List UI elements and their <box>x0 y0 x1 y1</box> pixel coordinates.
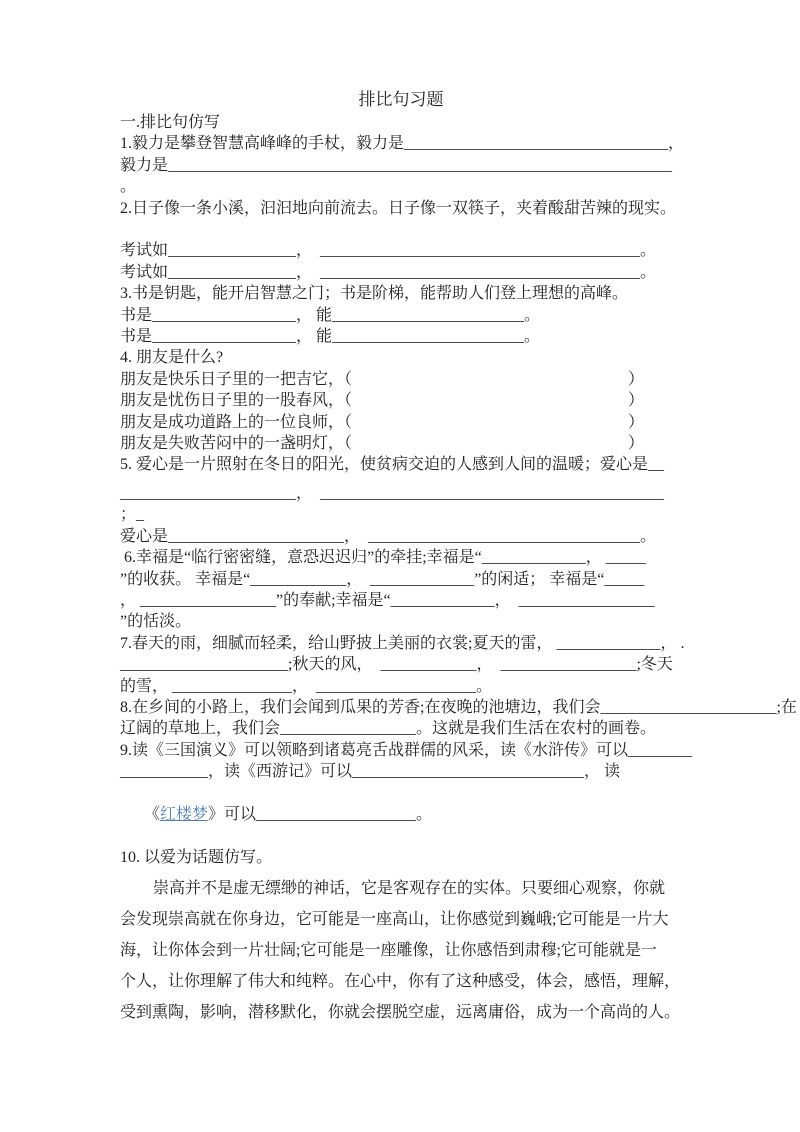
line-q8-1: 8.在乡间的小路上，我们会闻到瓜果的芳香;在夜晚的池塘边，我们会______________________;在 <box>120 698 797 716</box>
paragraph-line-2: 会发现崇高就在你身边，它可能是一座高山，让你感觉到巍峨;它可能是一片大 <box>120 911 669 929</box>
line-q2-1: 2.日子像一条小溪，汩汩地向前流去。日子像一双筷子，夹着酸甜苦辣的现实。 <box>120 199 677 217</box>
line-q4-item-1: 朋友是快乐日子里的一把吉它，（ ） <box>120 370 645 388</box>
line-q3-1: 3.书是钥匙，能开启智慧之门；书是阶梯，能帮助人们登上理想的高峰。 <box>120 285 629 303</box>
line-q1-2: 毅力是_______________________________________________________________ <box>120 156 673 174</box>
hongloumeng-link[interactable]: 红楼梦 <box>160 805 209 823</box>
page-title: 排比句习题 <box>358 90 444 109</box>
line-q9-3 <box>120 783 682 847</box>
line-q6-2: ”的收获。 幸福是“____________， _____________”的闲适； 幸福是“_____ <box>120 570 645 588</box>
line-q7-3: 的雪， _______________， ____________________。 <box>120 677 493 695</box>
line-q5-1: 5. 爱心是一片照射在冬日的阳光，使贫病交迫的人感到人间的温暖；爱心是__ <box>120 456 665 474</box>
line-q5-4: 爱心是______________________， __________________________________。 <box>120 527 657 545</box>
line-q5-3: ；_ <box>120 506 145 524</box>
line-q4-item-2: 朋友是忧伤日子里的一股春风，（ ） <box>120 392 645 410</box>
line-q9-3-suffix: 》可以____________________。 <box>208 805 433 823</box>
paragraph-line-4: 个人，让你理解了伟大和纯粹。在心中，你有了这种感受，体会，感悟，理解， <box>120 973 681 991</box>
line-q6-4: ”的恬淡。 <box>120 613 192 631</box>
paragraph-line-5: 受到熏陶，影响，潜移默化，你就会摆脱空虚，远离庸俗，成为一个高尚的人。 <box>120 1004 681 1022</box>
document-content <box>120 88 797 1028</box>
line-q4-heading: 4. 朋友是什么? <box>120 349 224 367</box>
book-bracket-open: 《 <box>144 805 161 823</box>
line-q6-1: 6.幸福是“临行密密缝，意恐迟迟归”的牵挂;幸福是“_____________， _____ <box>120 549 646 567</box>
line-q2-blank-2: 考试如________________， ________________________________________。 <box>120 263 657 281</box>
line-q9-1: 9.读《三国演义》可以领略到诸葛亮舌战群儒的风采，读《水浒传》可以________ <box>120 741 693 759</box>
line-q3-blank-1: 书是__________________， 能________________________。 <box>120 306 541 324</box>
line-q1-3: 。 <box>120 178 137 196</box>
paragraph-line-1: 崇高并不是虚无缥缈的神话，它是客观存在的实体。只要细心观察，你就 <box>153 880 666 898</box>
line-q1-1: 1.毅力是攀登智慧高峰峰的手杖，毅力是_________________________________， <box>120 135 685 153</box>
line-q6-3: ， _________________”的奉献;幸福是“_____________， _________________ <box>120 591 655 609</box>
line-q4-item-3: 朋友是成功道路上的一位良师，（ ） <box>120 413 645 431</box>
section-heading: 一.排比句仿写 <box>120 114 221 131</box>
q10-paragraph <box>120 873 682 1028</box>
line-q2-blank-1: 考试如________________， ________________________________________。 <box>120 242 657 260</box>
spacer-line <box>120 219 682 240</box>
line-q7-2: _____________________;秋天的风， ____________， _________________;冬天 <box>120 656 673 674</box>
line-q4-item-4: 朋友是失败苦闷中的一盏明灯，（ ） <box>120 435 645 453</box>
line-q3-blank-2: 书是__________________， 能________________________。 <box>120 328 541 346</box>
line-q10-heading: 10. 以爱为话题仿写。 <box>120 848 273 866</box>
line-q7-1: 7.春天的雨，细腻而轻柔，给山野披上美丽的衣裳;夏天的雷， _____________， . <box>120 634 685 652</box>
line-q8-2: 辽阔的草地上，我们会_________________。这就是我们生活在农村的画卷。 <box>120 720 657 738</box>
line-q5-2: ______________________， ___________________________________________ <box>120 484 664 502</box>
line-q9-2: ___________，读《西游记》可以_____________________________， 读 <box>120 763 621 781</box>
paragraph-line-3: 海，让你体会到一片壮阔;它可能是一座雕像，让你感悟到肃穆;它可能就是一 <box>120 942 657 960</box>
